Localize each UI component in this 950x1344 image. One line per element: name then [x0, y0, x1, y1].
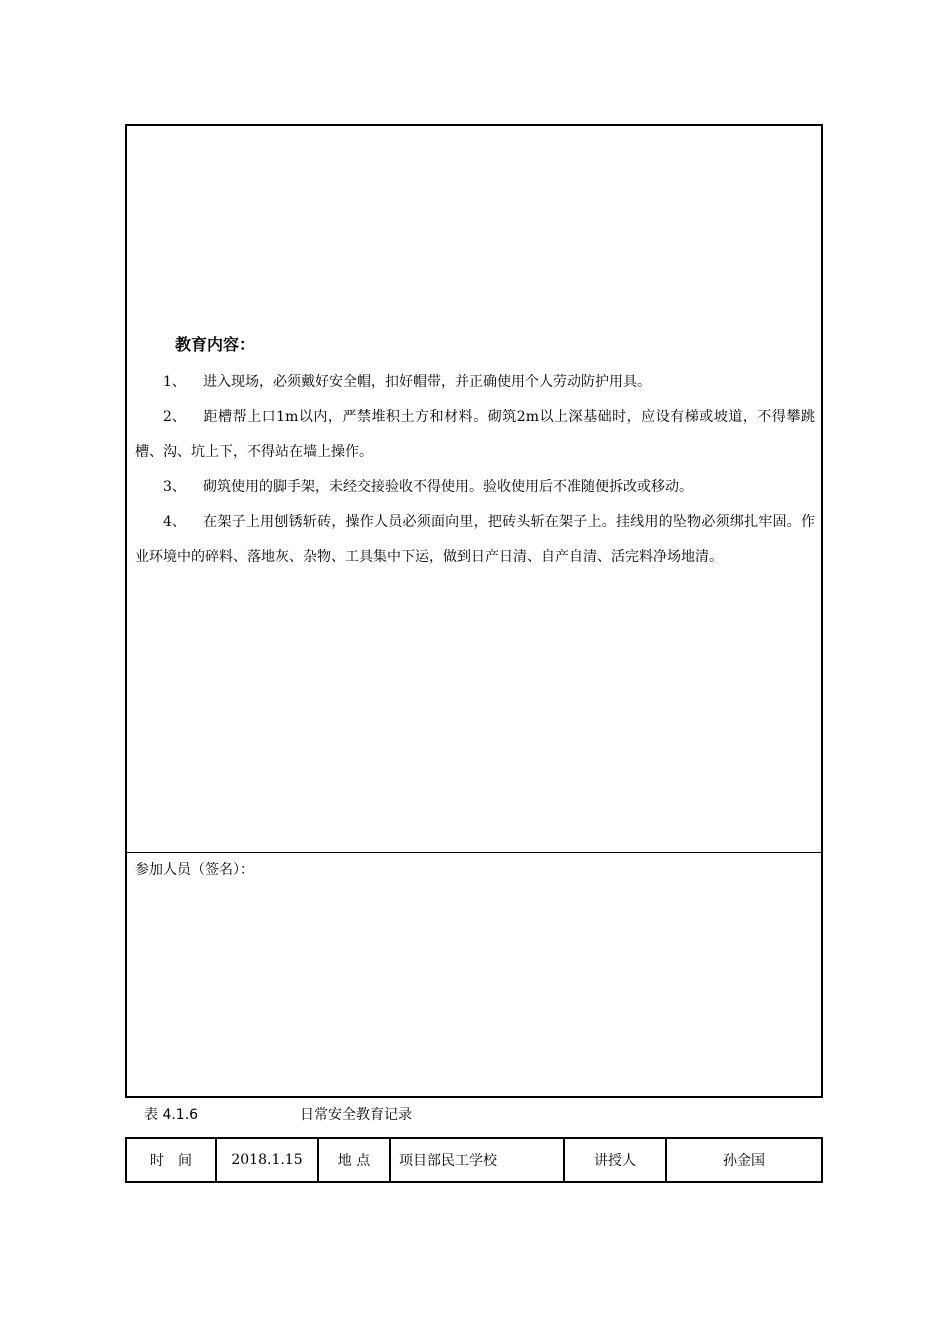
item-text: 砌筑使用的脚手架，未经交接验收不得使用。验收使用后不准随便拆改或移动。	[203, 479, 693, 495]
education-item-2	[135, 400, 815, 470]
location-value: 项目部民工学校	[390, 1138, 564, 1182]
lecturer-value: 孙金国	[666, 1138, 822, 1182]
item-text: 进入现场，必须戴好安全帽，扣好帽带，并正确使用个人劳动防护用具。	[203, 374, 651, 390]
education-content	[135, 332, 815, 575]
education-item-3	[135, 470, 815, 505]
time-value: 2018.1.15	[216, 1138, 318, 1182]
education-item-4	[135, 505, 815, 575]
item-number: 3、	[163, 479, 186, 495]
lecturer-label: 讲授人	[564, 1138, 666, 1182]
item-number: 1、	[163, 374, 186, 390]
item-text: 在架子上用刨锈斩砖，操作人员必须面向里，把砖头斩在架子上。挂线用的坠物必须绑扎牢固。作业环境中的碎料、落地灰、杂物、工具集中下运，做到日产日清、自产自清、活完料净场地清。	[135, 514, 815, 565]
education-record-box	[125, 124, 823, 1098]
location-label: 地 点	[318, 1138, 390, 1182]
table-number: 表 4.1.6	[144, 1107, 199, 1123]
education-item-1	[135, 365, 815, 400]
item-number: 4、	[163, 514, 186, 530]
info-row	[126, 1138, 822, 1182]
info-table	[125, 1137, 823, 1183]
education-heading: 教育内容：	[175, 335, 256, 354]
section-divider	[127, 852, 821, 853]
item-number: 2、	[163, 409, 186, 425]
record-title: 日常安全教育记录	[300, 1107, 412, 1123]
time-label: 时 间	[126, 1138, 216, 1182]
participants-label: 参加人员（签名）：	[135, 862, 254, 878]
item-text: 距槽帮上口1m以内，严禁堆积土方和材料。砌筑2m以上深基础时，应设有梯或坡道，不得攀跳槽、沟、坑上下，不得站在墙上操作。	[135, 409, 815, 460]
